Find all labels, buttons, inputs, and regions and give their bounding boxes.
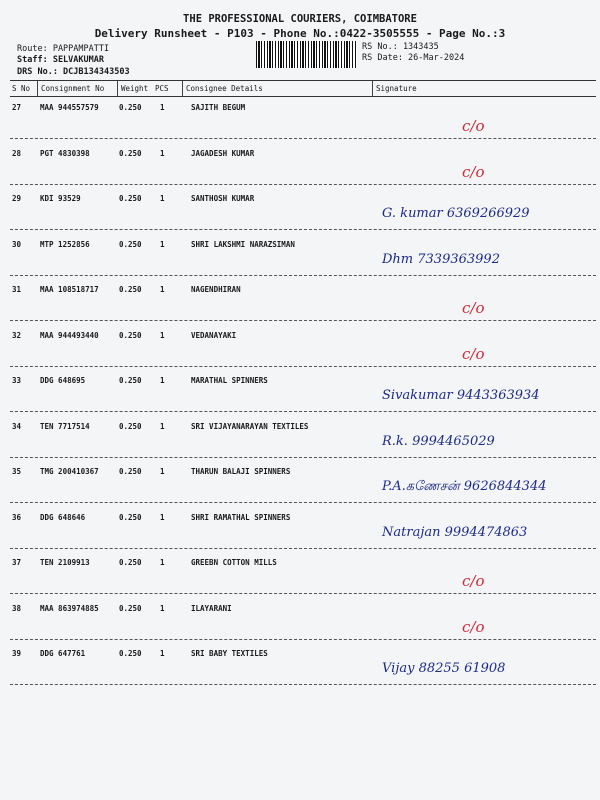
row-consignee-name: VEDANAYAKI bbox=[191, 330, 237, 340]
row-divider bbox=[10, 411, 596, 412]
row-consignee-name: SRI BABY TEXTILES bbox=[191, 649, 268, 658]
row-weight: 0.250 bbox=[119, 421, 142, 431]
row-consignee-name: ILAYARANI bbox=[191, 603, 232, 613]
staff-label: Staff: SELVAKUMAR bbox=[17, 55, 104, 65]
table-row bbox=[10, 604, 596, 649]
row-signature: R.k. 9994465029 bbox=[382, 433, 495, 449]
row-sno: 38 bbox=[12, 603, 22, 613]
row-consignee-name: SAJITH BEGUM bbox=[191, 103, 246, 112]
row-sno: 35 bbox=[12, 467, 22, 476]
row-consignee-name: SHRI RAMATHAL SPINNERS bbox=[191, 512, 291, 522]
row-consignee-name: THARUN BALAJI SPINNERS bbox=[191, 467, 291, 476]
row-divider bbox=[10, 457, 596, 458]
row-divider bbox=[10, 502, 596, 503]
row-weight: 0.250 bbox=[119, 194, 142, 203]
row-signature: Natrajan 9994474863 bbox=[382, 524, 528, 540]
table-row bbox=[10, 194, 596, 239]
row-signature: P.A.கணேசன் 9626844344 bbox=[382, 479, 547, 494]
col-header-pcs: PCS bbox=[155, 84, 169, 93]
table-row bbox=[10, 376, 596, 421]
row-sno: 33 bbox=[12, 376, 22, 385]
col-header-consignment: Consignment No bbox=[41, 84, 105, 93]
col-divider bbox=[117, 81, 118, 96]
row-consignment-no: TEN 2109913 bbox=[40, 558, 90, 567]
row-weight: 0.250 bbox=[119, 285, 142, 294]
row-pcs: 1 bbox=[160, 330, 165, 340]
row-signature: c/o bbox=[462, 617, 485, 636]
table-row bbox=[10, 285, 596, 330]
row-divider bbox=[10, 366, 596, 367]
row-sno: 30 bbox=[12, 239, 22, 249]
row-sno: 39 bbox=[12, 649, 22, 658]
row-divider bbox=[10, 639, 596, 640]
row-signature: Sivakumar 9443363934 bbox=[382, 388, 540, 403]
row-consignment-no: TEN 7717514 bbox=[40, 421, 90, 431]
row-consignment-no: MAA 944557579 bbox=[40, 103, 99, 112]
row-pcs: 1 bbox=[160, 421, 165, 431]
row-pcs: 1 bbox=[160, 649, 165, 658]
row-divider bbox=[10, 275, 596, 276]
row-consignee-name: MARATHAL SPINNERS bbox=[191, 376, 268, 385]
row-sno: 34 bbox=[12, 421, 22, 431]
row-pcs: 1 bbox=[160, 239, 165, 249]
row-consignee-name: SANTHOSH KUMAR bbox=[191, 194, 255, 203]
row-consignment-no: PGT 4830398 bbox=[40, 148, 90, 158]
row-sno: 37 bbox=[12, 558, 22, 567]
col-divider bbox=[372, 81, 373, 96]
row-consignment-no: DDG 647761 bbox=[40, 649, 86, 658]
row-signature: c/o bbox=[462, 299, 485, 317]
row-consignment-no: MAA 863974885 bbox=[40, 603, 99, 613]
row-weight: 0.250 bbox=[119, 512, 142, 522]
row-pcs: 1 bbox=[160, 467, 165, 476]
row-consignment-no: MTP 1252856 bbox=[40, 239, 90, 249]
row-pcs: 1 bbox=[160, 194, 165, 203]
row-pcs: 1 bbox=[160, 512, 165, 522]
row-signature: c/o bbox=[462, 162, 485, 181]
row-sno: 28 bbox=[12, 148, 22, 158]
row-consignment-no: MAA 108518717 bbox=[40, 285, 99, 294]
row-consignee-name: SHRI LAKSHMI NARAZSIMAN bbox=[191, 239, 295, 249]
table-row bbox=[10, 240, 596, 285]
row-divider bbox=[10, 593, 596, 594]
row-signature: G. kumar 6369266929 bbox=[382, 206, 530, 221]
row-consignee-name: SRI VIJAYANARAYAN TEXTILES bbox=[191, 421, 309, 431]
row-pcs: 1 bbox=[160, 558, 165, 567]
row-consignment-no: DDG 648695 bbox=[40, 376, 86, 385]
row-signature: c/o bbox=[462, 572, 485, 590]
row-divider bbox=[10, 184, 596, 185]
rs-date: RS Date: 26-Mar-2024 bbox=[362, 53, 465, 63]
col-header-sno: S No bbox=[12, 84, 31, 93]
rs-number: RS No.: 1343435 bbox=[362, 42, 439, 52]
row-pcs: 1 bbox=[160, 376, 165, 385]
row-weight: 0.250 bbox=[119, 649, 142, 658]
table-row bbox=[10, 513, 596, 558]
table-row bbox=[10, 331, 596, 376]
row-sno: 27 bbox=[12, 103, 22, 112]
row-weight: 0.250 bbox=[119, 603, 142, 613]
row-signature: c/o bbox=[462, 117, 485, 135]
route-label: Route: PAPPAMPATTI bbox=[17, 44, 110, 54]
row-weight: 0.250 bbox=[119, 558, 142, 567]
row-weight: 0.250 bbox=[119, 467, 142, 476]
row-signature: Vijay 88255 61908 bbox=[382, 661, 506, 676]
row-divider bbox=[10, 138, 596, 139]
row-pcs: 1 bbox=[160, 148, 165, 158]
row-divider bbox=[10, 548, 596, 549]
row-divider bbox=[10, 320, 596, 321]
table-row bbox=[10, 558, 596, 603]
header-bottom-rule bbox=[10, 96, 596, 97]
row-weight: 0.250 bbox=[119, 376, 142, 385]
runsheet-subtitle: Delivery Runsheet - P103 - Phone No.:0422-3505555 - Page No.:3 bbox=[94, 27, 506, 40]
col-header-weight: Weight bbox=[121, 84, 149, 93]
row-consignment-no: KDI 93529 bbox=[40, 194, 81, 203]
col-header-signature: Signature bbox=[376, 84, 417, 93]
row-consignment-no: DDG 648646 bbox=[40, 512, 86, 522]
row-sno: 29 bbox=[12, 194, 22, 203]
col-header-details: Consignee Details bbox=[186, 84, 263, 93]
table-row bbox=[10, 467, 596, 512]
row-pcs: 1 bbox=[160, 285, 165, 294]
table-row bbox=[10, 103, 596, 148]
col-divider bbox=[182, 81, 183, 96]
row-weight: 0.250 bbox=[119, 148, 142, 158]
row-weight: 0.250 bbox=[119, 239, 142, 249]
row-consignment-no: TMG 200410367 bbox=[40, 467, 99, 476]
table-row bbox=[10, 149, 596, 194]
table-row bbox=[10, 649, 596, 694]
barcode-image bbox=[256, 41, 357, 68]
row-sno: 31 bbox=[12, 285, 22, 294]
row-weight: 0.250 bbox=[119, 103, 142, 112]
row-weight: 0.250 bbox=[119, 330, 142, 340]
col-divider bbox=[37, 81, 38, 96]
row-divider bbox=[10, 684, 596, 685]
row-consignment-no: MAA 944493440 bbox=[40, 330, 99, 340]
header-top-rule bbox=[10, 80, 596, 81]
row-consignee-name: NAGENDHIRAN bbox=[191, 285, 241, 294]
row-sno: 36 bbox=[12, 512, 22, 522]
row-pcs: 1 bbox=[160, 103, 165, 112]
table-row bbox=[10, 422, 596, 467]
row-pcs: 1 bbox=[160, 603, 165, 613]
row-signature: c/o bbox=[462, 344, 485, 363]
drs-number: DRS No.: DCJB134343503 bbox=[17, 67, 130, 77]
company-title: THE PROFESSIONAL COURIERS, COIMBATORE bbox=[183, 13, 417, 25]
row-sno: 32 bbox=[12, 330, 22, 340]
row-consignee-name: GREEBN COTTON MILLS bbox=[191, 558, 277, 567]
row-divider bbox=[10, 229, 596, 230]
row-signature: Dhm 7339363992 bbox=[382, 251, 500, 267]
row-consignee-name: JAGADESH KUMAR bbox=[191, 148, 255, 158]
